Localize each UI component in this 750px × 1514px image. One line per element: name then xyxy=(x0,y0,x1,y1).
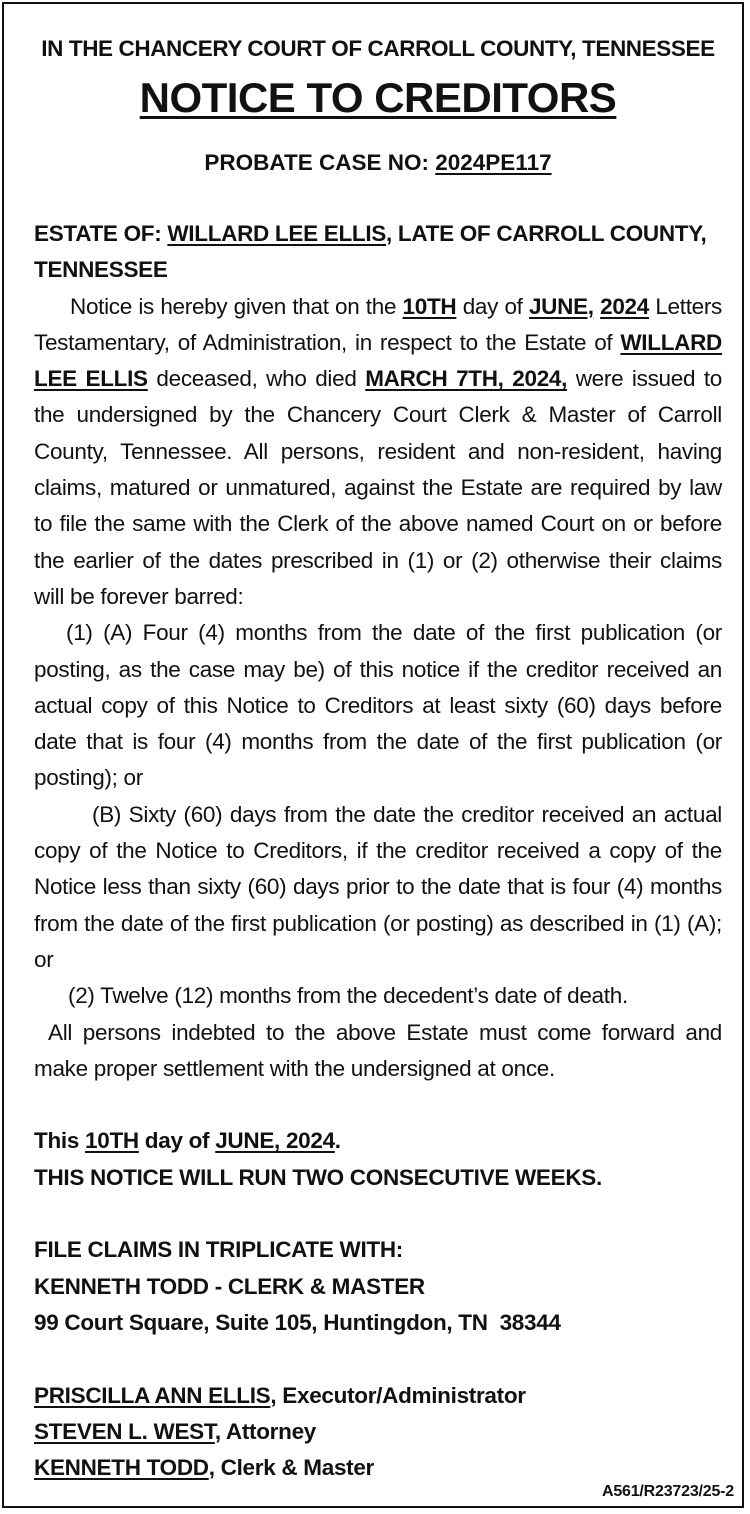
clause-2: (2) Twelve (12) months from the decedent’s date of death. xyxy=(68,983,628,1009)
signer-name: PRISCILLA ANN ELLIS xyxy=(34,1382,271,1408)
notice-text-a: Notice is hereby given that on the xyxy=(70,293,403,319)
notice-text-e: were issued to the undersigned by the Chancery Court Clerk & Master of Carroll County, Tennessee. All persons, resident and non-resident, having claims, matured or unmatured, against the Estate are required by law to file the same with the Clerk of the above named Court on or before the earlier of the dates prescribed in (1) or (2) otherwise their claims will be forever barred: xyxy=(34,366,722,609)
court-heading: IN THE CHANCERY COURT OF CARROLL COUNTY, TENNESSEE xyxy=(41,36,715,61)
clause-1b: (B) Sixty (60) days from the date the creditor received an actual copy of the Notice to Creditors, if the creditor received a copy of the Notice less than sixty (60) days prior to the date that is four (4) months from the date of the first publication (or posting) as described in (1) (A); or xyxy=(34,801,722,972)
run-notice: THIS NOTICE WILL RUN TWO CONSECUTIVE WEEKS. xyxy=(34,1164,602,1190)
notice-text-c: Letters Testamentary, of Administration, in respect to the Estate of xyxy=(34,293,723,355)
dated-middle: day of xyxy=(138,1128,216,1154)
clause-1a: (1) (A) Four (4) months from the date of the first publication (or posting, as the case may be) of this notice if the creditor received an actual copy of this Notice to Creditors at least sixty (60) days before date that is four (4) months from the date of the first publication (or posting); or xyxy=(34,620,722,791)
signer-name: KENNETH TODD xyxy=(34,1455,209,1481)
notice-text-d: deceased, who died xyxy=(147,366,366,392)
signer-name: STEVEN L. WEST xyxy=(34,1418,215,1444)
signer-role: , Clerk & Master xyxy=(208,1455,375,1481)
legal-notice xyxy=(2,2,744,1508)
spacer xyxy=(34,1196,722,1232)
claims-heading: FILE CLAIMS IN TRIPLICATE WITH: xyxy=(34,1237,403,1263)
notice-paragraph xyxy=(34,289,722,616)
notice-content xyxy=(34,34,722,1486)
dated-day: 10TH xyxy=(85,1128,139,1154)
estate-suffix: , LATE OF CARROLL COUNTY, TENNESSEE xyxy=(34,221,707,283)
signer-attorney xyxy=(34,1414,722,1450)
dated-prefix: This xyxy=(34,1128,86,1154)
decedent-name: WILLARD LEE ELLIS xyxy=(34,329,722,392)
ad-reference-code: A561/R23723/25-2 xyxy=(601,1483,734,1500)
letters-month: JUNE, xyxy=(528,293,594,319)
estate-label: ESTATE OF: xyxy=(34,221,168,246)
spacer xyxy=(34,1341,722,1377)
death-date: MARCH 7TH, 2024, xyxy=(365,366,568,392)
estate-line xyxy=(34,216,722,289)
letters-year: 2024 xyxy=(600,293,649,319)
case-label: PROBATE CASE NO: xyxy=(204,150,436,175)
claims-clerk: KENNETH TODD - CLERK & MASTER xyxy=(34,1273,425,1299)
signer-role: , Attorney xyxy=(214,1418,317,1444)
signer-executor xyxy=(34,1378,722,1414)
probate-case-line xyxy=(34,148,722,178)
estate-name: WILLARD LEE ELLIS xyxy=(167,221,386,246)
case-number: 2024PE117 xyxy=(435,150,552,175)
notice-title: NOTICE TO CREDITORS xyxy=(139,74,617,121)
signer-clerk xyxy=(34,1450,722,1486)
spacer xyxy=(34,1087,722,1123)
indebted-paragraph: All persons indebted to the above Estate must come forward and make proper settlement with the undersigned at once. xyxy=(34,1019,722,1081)
dated-line xyxy=(34,1123,722,1159)
letters-day: 10TH xyxy=(402,293,457,319)
dated-suffix: . xyxy=(334,1128,341,1154)
claims-address: 99 Court Square, Suite 105, Huntingdon, TN 38344 xyxy=(34,1309,561,1335)
notice-text-b: day of xyxy=(456,293,529,319)
signer-role: , Executor/Administrator xyxy=(270,1382,526,1408)
dated-date: JUNE, 2024 xyxy=(215,1128,335,1154)
